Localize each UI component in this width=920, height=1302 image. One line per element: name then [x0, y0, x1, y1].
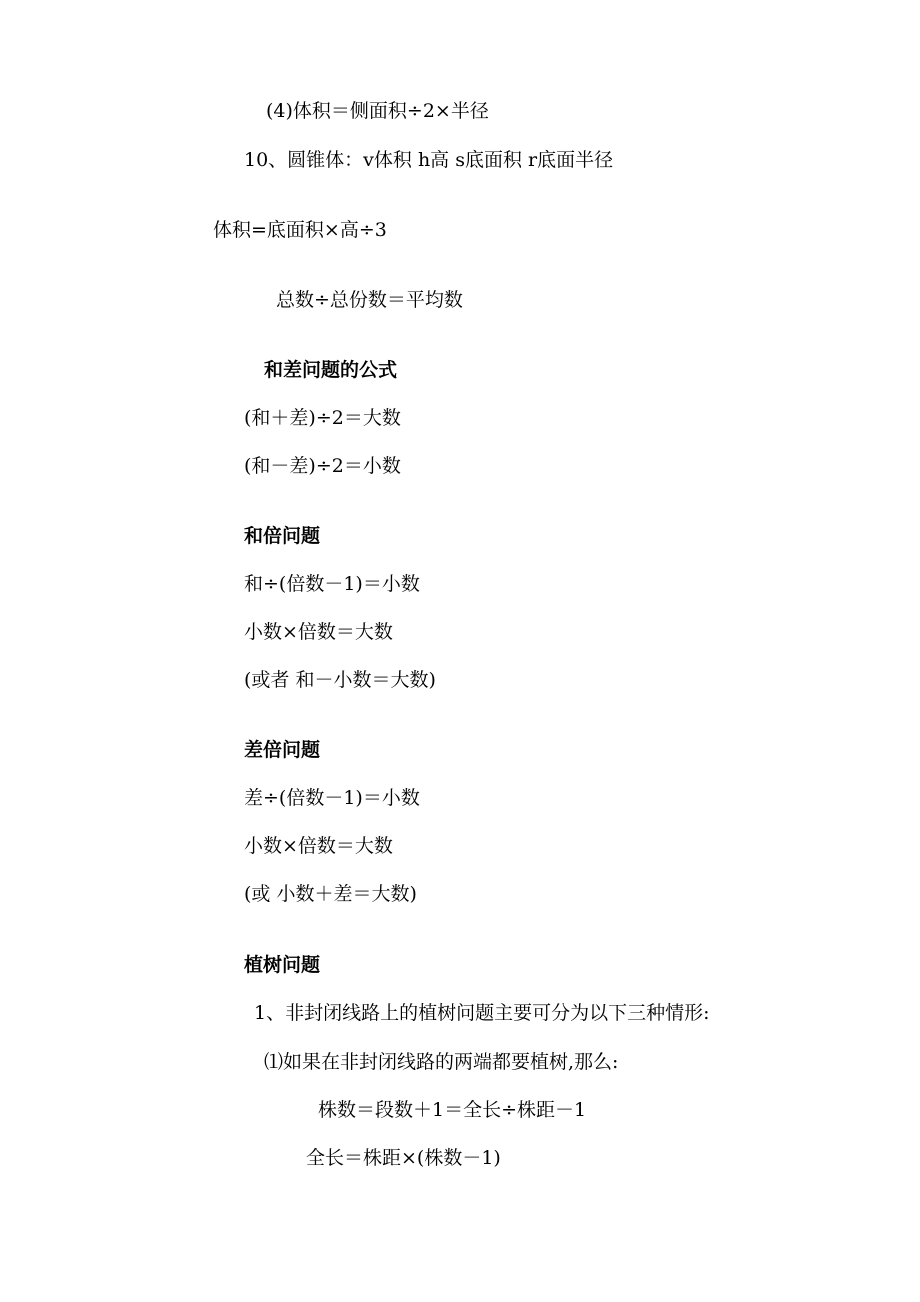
cone-volume-formula: 体积=底面积×高÷3 [213, 219, 387, 241]
heading-tree-planting: 植树问题 [244, 954, 321, 976]
difference-multiple-line-2: 小数×倍数＝大数 [244, 835, 393, 857]
difference-multiple-line-3: (或 小数＋差＝大数) [244, 883, 417, 905]
tree-planting-intro: 1、非封闭线路上的植树问题主要可分为以下三种情形: [254, 1002, 710, 1024]
tree-planting-formula-1: 株数＝段数＋1＝全长÷株距－1 [318, 1099, 587, 1121]
sum-multiple-line-1: 和÷(倍数－1)＝小数 [244, 573, 420, 595]
tree-planting-formula-2: 全长＝株距×(株数－1) [306, 1147, 501, 1169]
formula-volume-4: (4)体积＝侧面积÷2×半径 [266, 100, 489, 122]
heading-difference-multiple: 差倍问题 [244, 739, 321, 761]
average-formula: 总数÷总份数＝平均数 [276, 289, 463, 311]
heading-sum-difference: 和差问题的公式 [264, 359, 398, 381]
sum-multiple-line-2: 小数×倍数＝大数 [244, 621, 393, 643]
heading-sum-multiple: 和倍问题 [244, 525, 321, 547]
difference-multiple-line-1: 差÷(倍数－1)＝小数 [244, 787, 420, 809]
tree-planting-case-1: ⑴如果在非封闭线路的两端都要植树,那么: [264, 1051, 619, 1073]
sum-difference-line-2: (和－差)÷2＝小数 [244, 455, 401, 477]
sum-multiple-line-3: (或者 和－小数＝大数) [244, 669, 436, 691]
cone-title: 10、圆锥体：v体积 h高 s底面积 r底面半径 [244, 149, 614, 171]
sum-difference-line-1: (和＋差)÷2＝大数 [244, 407, 401, 429]
